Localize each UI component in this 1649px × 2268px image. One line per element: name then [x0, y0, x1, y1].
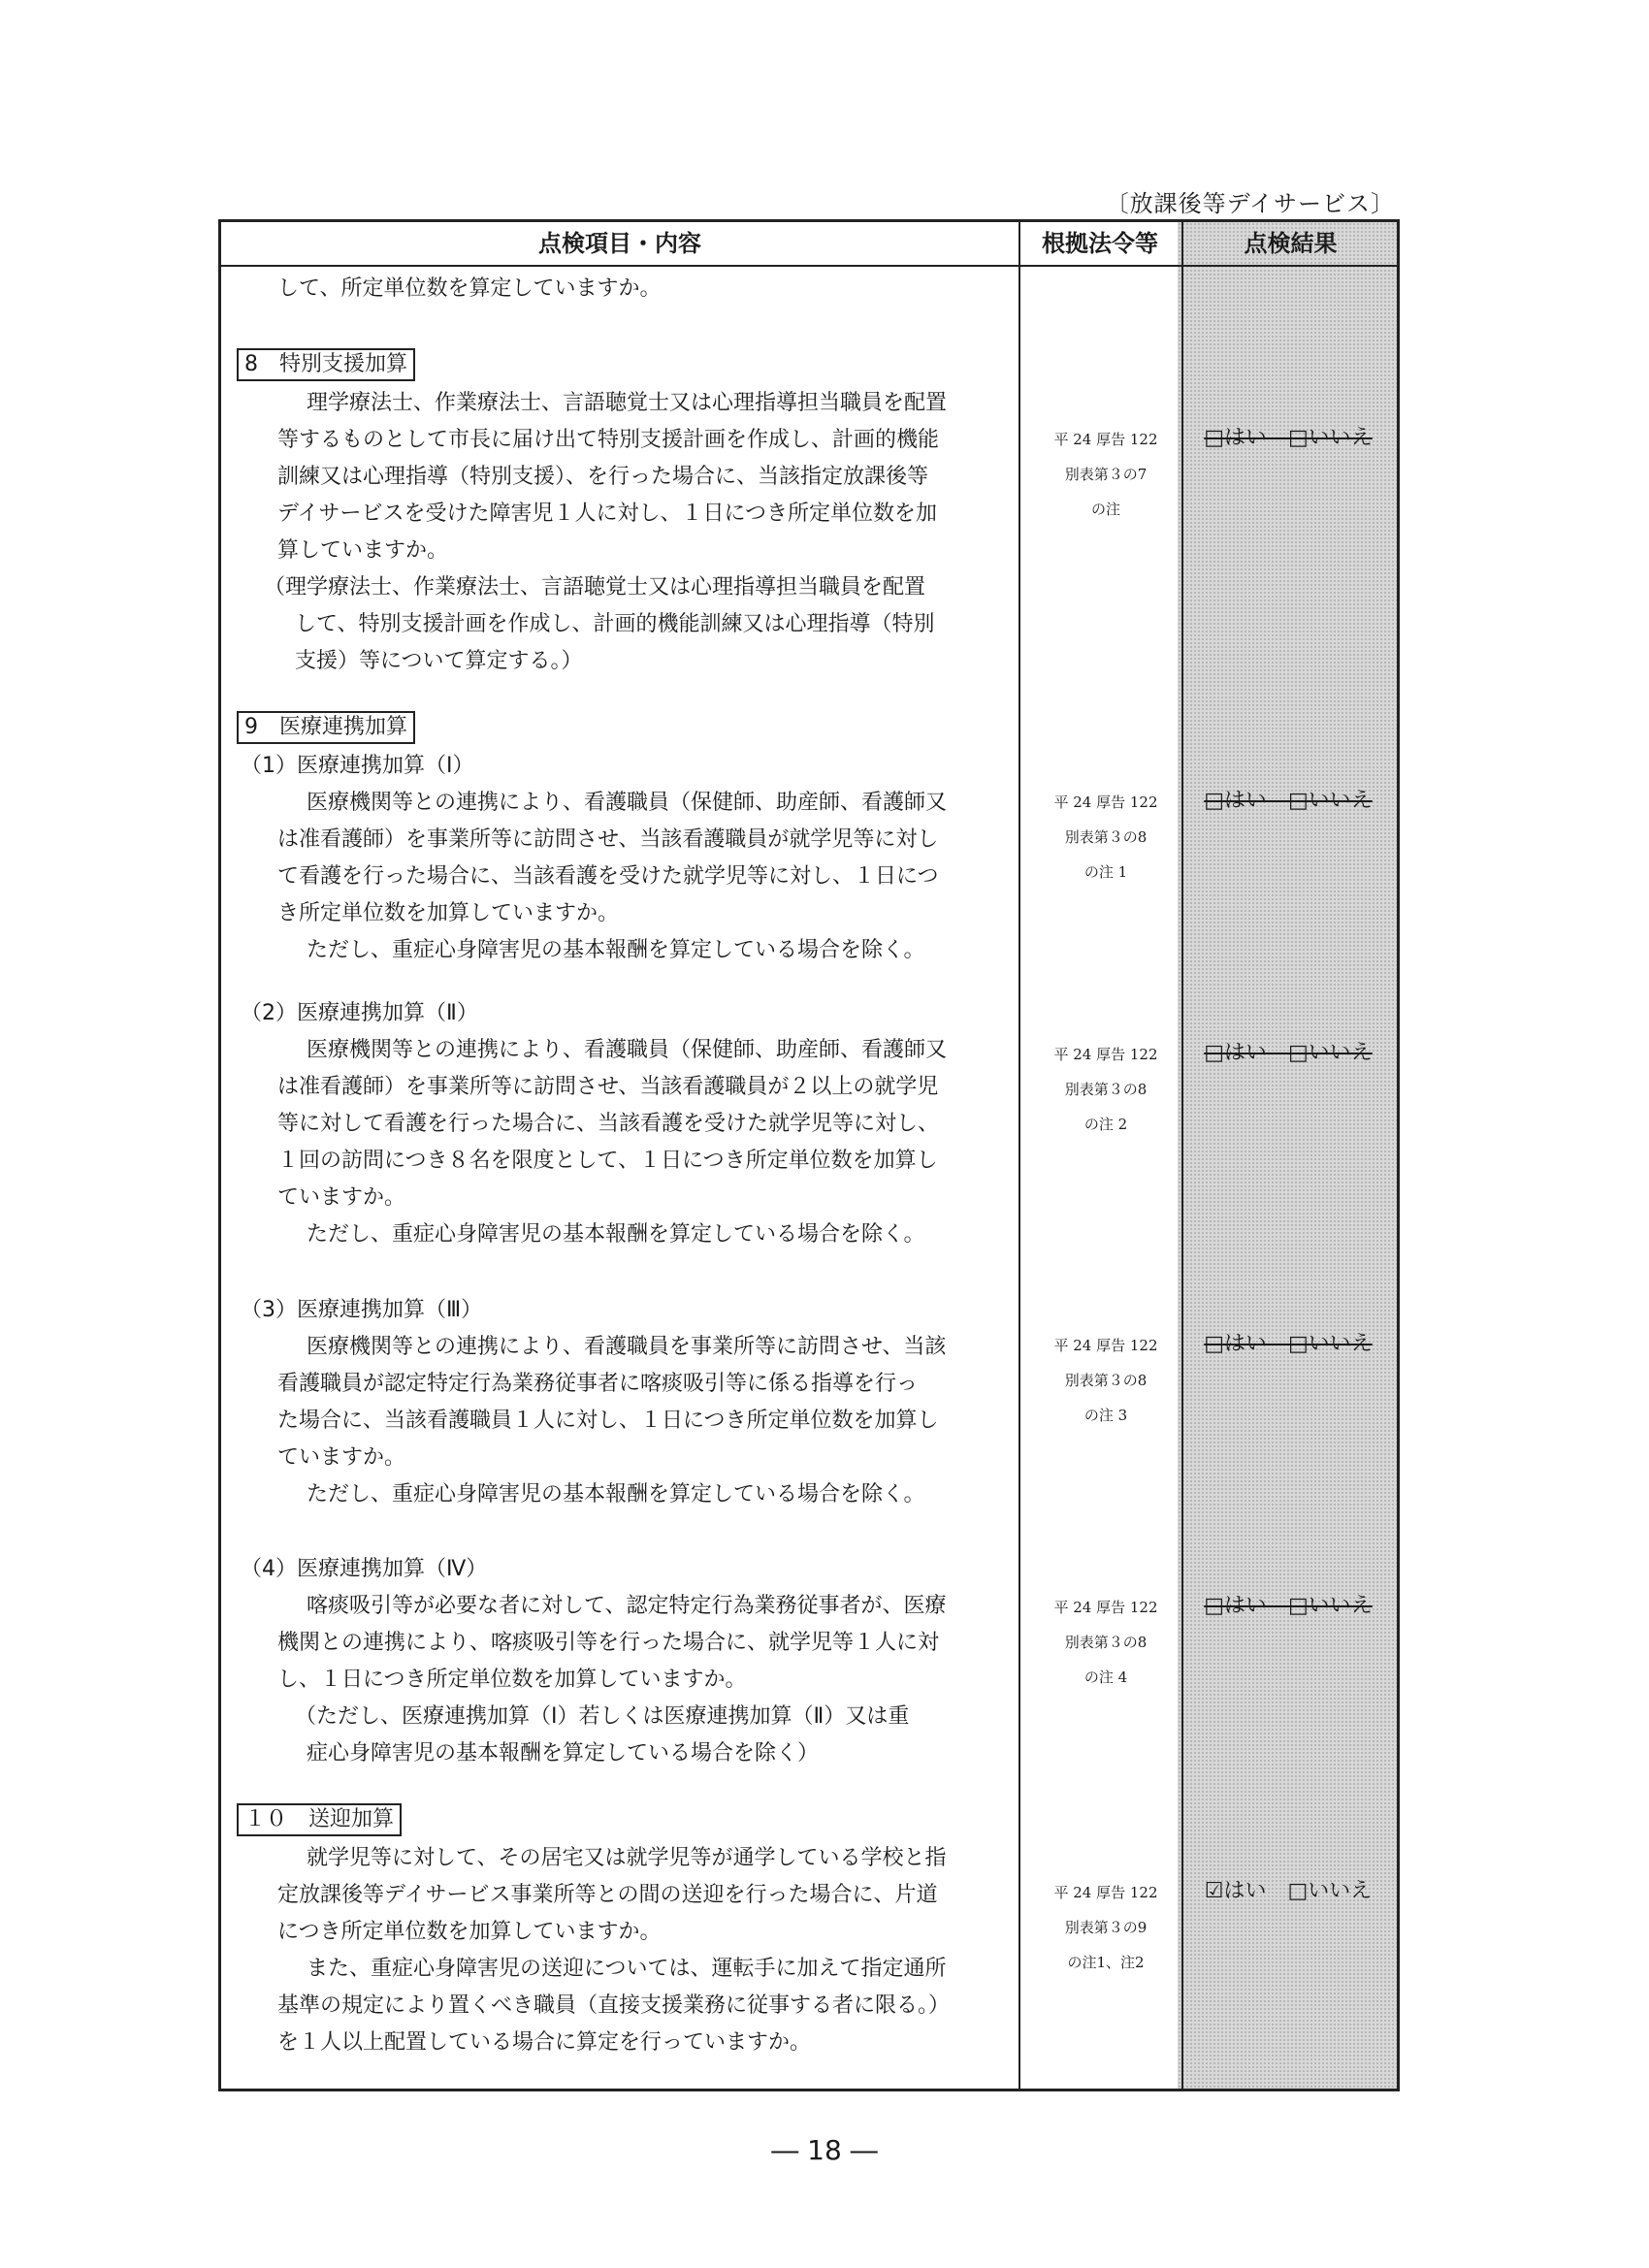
section-8-law: 平 24 厚告 122 別表第３の7 の注 — [1053, 431, 1158, 518]
section-10-title: １０ 送迎加算 — [237, 1803, 402, 1836]
header-result: 点検結果 — [1244, 230, 1338, 257]
section-9-3-result[interactable]: □はい □いいえ — [1204, 1332, 1373, 1356]
section-10-law: 平 24 厚告 122 別表第３の9 の注1、注2 — [1053, 1884, 1158, 1971]
page-number: ― 18 ― — [771, 2134, 878, 2166]
section-9: 9 医療連携加算 （1）医療連携加算（Ⅰ） 医療機関等との連携により、看護職員（保健師、助産師、看護師又 は准看護師）を事業所等に訪問させ、当該看護職員が就学児等に対し て看護を行った場合に、当該看護を受けた就学児等に対し、１日につ き所定単位数を加算していますか。 ただし、重症心身障害児の基本報酬を算定している場合を除く。 — [237, 707, 1221, 969]
section-9-1-law: 平 24 厚告 122 別表第３の8 の注 1 — [1053, 794, 1158, 881]
section-9-2-law: 平 24 厚告 122 別表第３の8 の注 2 — [1053, 1046, 1158, 1133]
section-9-2-title: （2）医療連携加算（Ⅱ） — [241, 1001, 478, 1025]
section-8-title: 8 特別支援加算 — [237, 348, 415, 381]
section-9-1-title: （1）医療連携加算（Ⅰ） — [241, 754, 474, 778]
section-9-2-result[interactable]: □はい □いいえ — [1204, 1041, 1373, 1065]
section-9-title: 9 医療連携加算 — [237, 711, 415, 744]
inspection-table — [218, 219, 1400, 2091]
section-9-2: （2）医療連携加算（Ⅱ） 医療機関等との連携により、看護職員（保健師、助産師、看護師又 は准看護師）を事業所等に訪問させ、当該看護職員が２以上の就学児 等に対して看護を行った場合に、当該看護を受けた就学児等に対し、 １回の訪問につき８名を限度として、１日につき所定単位数を加算し ていますか。 ただし、重症心身障害児の基本報酬を算定している場合を除く。 — [237, 995, 1221, 1253]
section-10-result[interactable]: ☑はい □いいえ — [1204, 1879, 1373, 1903]
section-9-3: （3）医療連携加算（Ⅲ） 医療機関等との連携により、看護職員を事業所等に訪問させ、当該 看護職員が認定特定行為業務従事者に喀痰吸引等に係る指導を行っ た場合に、当該看護職員１人に対し、１日につき所定単位数を加算し ていますか。 ただし、重症心身障害児の基本報酬を算定している場合を除く。 — [237, 1292, 1221, 1513]
service-type-label: 〔放課後等デイサービス〕 — [1105, 190, 1395, 217]
table-header — [221, 222, 1397, 267]
section-9-4-title: （4）医療連携加算（Ⅳ） — [241, 1557, 488, 1581]
header-item: 点検項目・内容 — [538, 230, 701, 257]
section-9-3-title: （3）医療連携加算（Ⅲ） — [241, 1298, 483, 1322]
section-9-4-law: 平 24 厚告 122 別表第３の8 の注 4 — [1053, 1599, 1158, 1686]
section-8: 8 特別支援加算 理学療法士、作業療法士、言語聴覚士又は心理指導担当職員を配置 等するものとして市長に届け出て特別支援計画を作成し、計画的機能 訓練又は心理指導（特別支援）、を行った場合に、当該指定放課後等 デイサービスを受けた障害児１人に対し、１日につき所定単位数を加 算していますか。 （理学療法士、作業療法士、言語聴覚士又は心理指導担当職員を配置 して、特別支援計画を作成し、計画的機能訓練又は心理指導（特別 支援）等について算定する。） — [237, 344, 1221, 680]
section-10: １０ 送迎加算 就学児等に対して、その居宅又は就学児等が通学している学校と指 定放課後等デイサービス事業所等との間の送迎を行った場合に、片道 につき所定単位数を加算していますか。 また、重症心身障害児の送迎については、運転手に加えて指定通所 基準の規定により置くべき職員（直接支援業務に従事する者に限る。） を１人以上配置している場合に算定を行っていますか。 — [237, 1799, 1221, 2061]
section-9-3-law: 平 24 厚告 122 別表第３の8 の注 3 — [1053, 1337, 1158, 1424]
section-9-4-result[interactable]: □はい □いいえ — [1204, 1594, 1373, 1618]
section-8-result[interactable]: □はい □いいえ — [1204, 426, 1373, 450]
continued-text: して、所定単位数を算定していますか。 — [277, 276, 662, 301]
header-law: 根拠法令等 — [1042, 230, 1158, 257]
section-9-1-result[interactable]: □はい □いいえ — [1204, 789, 1373, 813]
section-9-4: （4）医療連携加算（Ⅳ） 喀痰吸引等が必要な者に対して、認定特定行為業務従事者が、医療 機関との連携により、喀痰吸引等を行った場合に、就学児等１人に対 し、１日につき所定単位数を加算していますか。 （ただし、医療連携加算（Ⅰ）若しくは医療連携加算（Ⅱ）又は重 症心身障害児の基本報酬を算定している場合を除く） — [237, 1551, 1221, 1772]
